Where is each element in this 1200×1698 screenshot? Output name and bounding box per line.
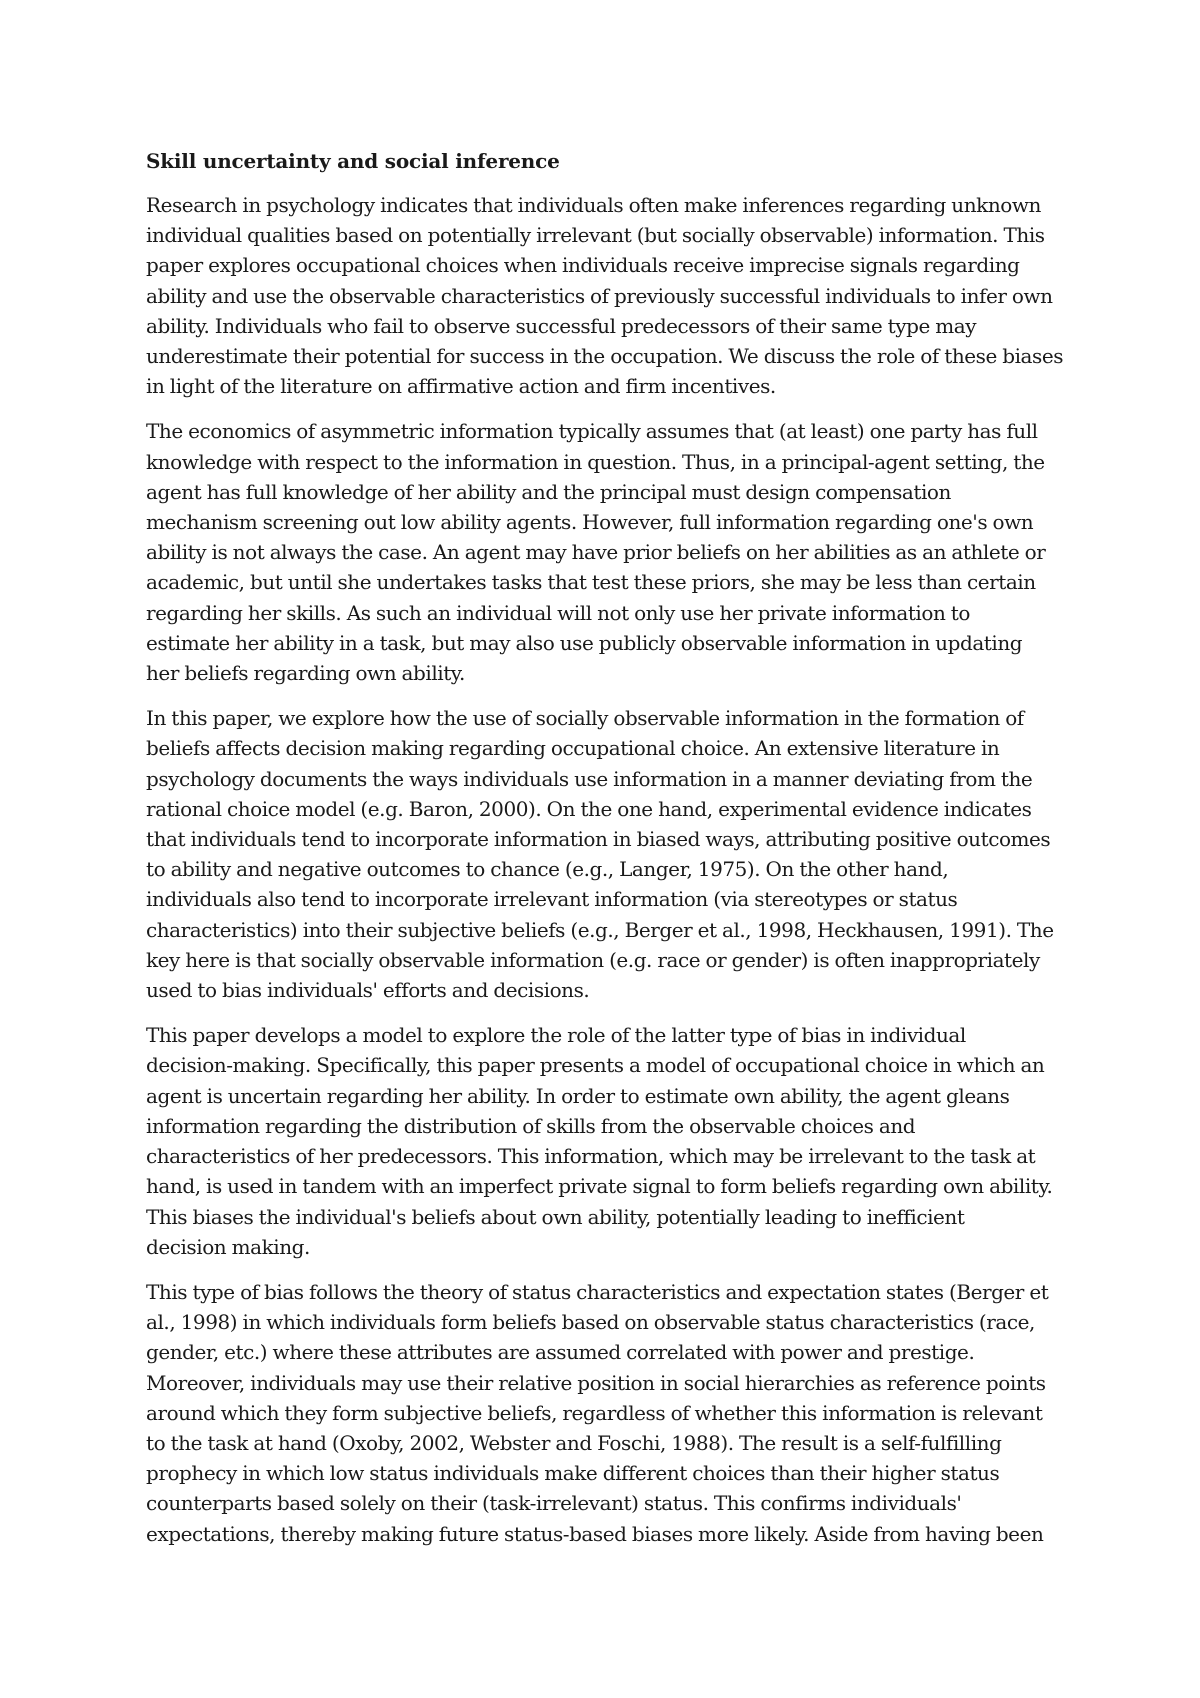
- text-line: used to bias individuals' efforts and decisions.: [146, 978, 590, 1003]
- text-line: psychology documents the ways individuals use information in a manner deviating from the: [146, 766, 1033, 791]
- text-line: hand, is used in tandem with an imperfect private signal to form beliefs regarding own ability.: [146, 1174, 1053, 1199]
- text-line: ability is not always the case. An agent may have prior beliefs on her abilities as an athlete or: [146, 540, 1046, 565]
- text-line: key here is that socially observable information (e.g. race or gender) is often inappropriately: [146, 947, 1040, 972]
- text-line: agent is uncertain regarding her ability. In order to estimate own ability, the agent gleans: [146, 1083, 1010, 1108]
- text-line: individual qualities based on potentially irrelevant (but socially observable) information. This: [146, 223, 1045, 248]
- text-line: The economics of asymmetric information typically assumes that (at least) one party has full: [146, 419, 1038, 444]
- text-line: regarding her skills. As such an individual will not only use her private information to: [146, 600, 970, 625]
- text-line: academic, but until she undertakes tasks that test these priors, she may be less than certain: [146, 570, 1036, 595]
- text-line: that individuals tend to incorporate information in biased ways, attributing positive outcomes: [146, 827, 1051, 852]
- text-line: individuals also tend to incorporate irrelevant information (via stereotypes or status: [146, 887, 958, 912]
- text-line: expectations, thereby making future status-based biases more likely. Aside from having been: [146, 1521, 1044, 1546]
- text-line: ability and use the observable characteristics of previously successful individuals to infer own: [146, 283, 1053, 308]
- text-line: gender, etc.) where these attributes are assumed correlated with power and prestige.: [146, 1340, 975, 1365]
- text-line: characteristics of her predecessors. This information, which may be irrelevant to the task at: [146, 1144, 1036, 1169]
- text-line: counterparts based solely on their (task-irrelevant) status. This confirms individuals': [146, 1491, 962, 1516]
- paragraph-list: [146, 190, 1066, 1549]
- text-line: Research in psychology indicates that individuals often make inferences regarding unknown: [146, 193, 1041, 217]
- text-line: This biases the individual's beliefs about own ability, potentially leading to inefficient: [146, 1204, 965, 1229]
- text-line: decision-making. Specifically, this paper presents a model of occupational choice in which an: [146, 1053, 1045, 1078]
- text-line: to ability and negative outcomes to chance (e.g., Langer, 1975). On the other hand,: [146, 857, 949, 882]
- text-line: decision making.: [146, 1234, 310, 1259]
- text-line: prophecy in which low status individuals make different choices than their higher status: [146, 1461, 1000, 1486]
- document-body: [146, 146, 1066, 1564]
- text-line: estimate her ability in a task, but may also use publicly observable information in updating: [146, 630, 1023, 655]
- text-line: information regarding the distribution of skills from the observable choices and: [146, 1113, 916, 1138]
- text-line: beliefs affects decision making regarding occupational choice. An extensive literature in: [146, 736, 1000, 761]
- text-line: agent has full knowledge of her ability and the principal must design compensation: [146, 479, 951, 504]
- paragraph: [146, 703, 1066, 1005]
- text-line: around which they form subjective beliefs, regardless of whether this information is relevant: [146, 1400, 1043, 1425]
- text-line: Moreover, individuals may use their relative position in social hierarchies as reference points: [146, 1370, 1046, 1395]
- text-line: This type of bias follows the theory of status characteristics and expectation states (Berger et: [146, 1279, 1049, 1304]
- paragraph: [146, 1020, 1066, 1262]
- text-line: In this paper, we explore how the use of socially observable information in the formation of: [146, 706, 1024, 731]
- text-line: to the task at hand (Oxoby, 2002, Webster and Foschi, 1988). The result is a self-fulfilling: [146, 1430, 1002, 1455]
- text-line: her beliefs regarding own ability.: [146, 661, 465, 686]
- text-line: This paper develops a model to explore the role of the latter type of bias in individual: [146, 1023, 966, 1048]
- paragraph: [146, 1277, 1066, 1549]
- text-line: ability. Individuals who fail to observe successful predecessors of their same type may: [146, 313, 977, 338]
- text-line: paper explores occupational choices when individuals receive imprecise signals regarding: [146, 253, 1020, 278]
- text-line: characteristics) into their subjective beliefs (e.g., Berger et al., 1998, Heckhausen, 1991). The: [146, 917, 1054, 942]
- paragraph: [146, 190, 1066, 401]
- text-line: in light of the literature on affirmative action and firm incentives.: [146, 374, 776, 399]
- text-line: underestimate their potential for success in the occupation. We discuss the role of these biases: [146, 344, 1064, 369]
- text-line: al., 1998) in which individuals form beliefs based on observable status characteristics (race,: [146, 1310, 1035, 1335]
- text-line: rational choice model (e.g. Baron, 2000). On the one hand, experimental evidence indicates: [146, 796, 1032, 821]
- text-line: mechanism screening out low ability agents. However, full information regarding one's own: [146, 510, 1034, 535]
- text-line: knowledge with respect to the information in question. Thus, in a principal-agent setting, the: [146, 449, 1045, 474]
- section-title: Skill uncertainty and social inference: [146, 149, 560, 173]
- paragraph: [146, 416, 1066, 688]
